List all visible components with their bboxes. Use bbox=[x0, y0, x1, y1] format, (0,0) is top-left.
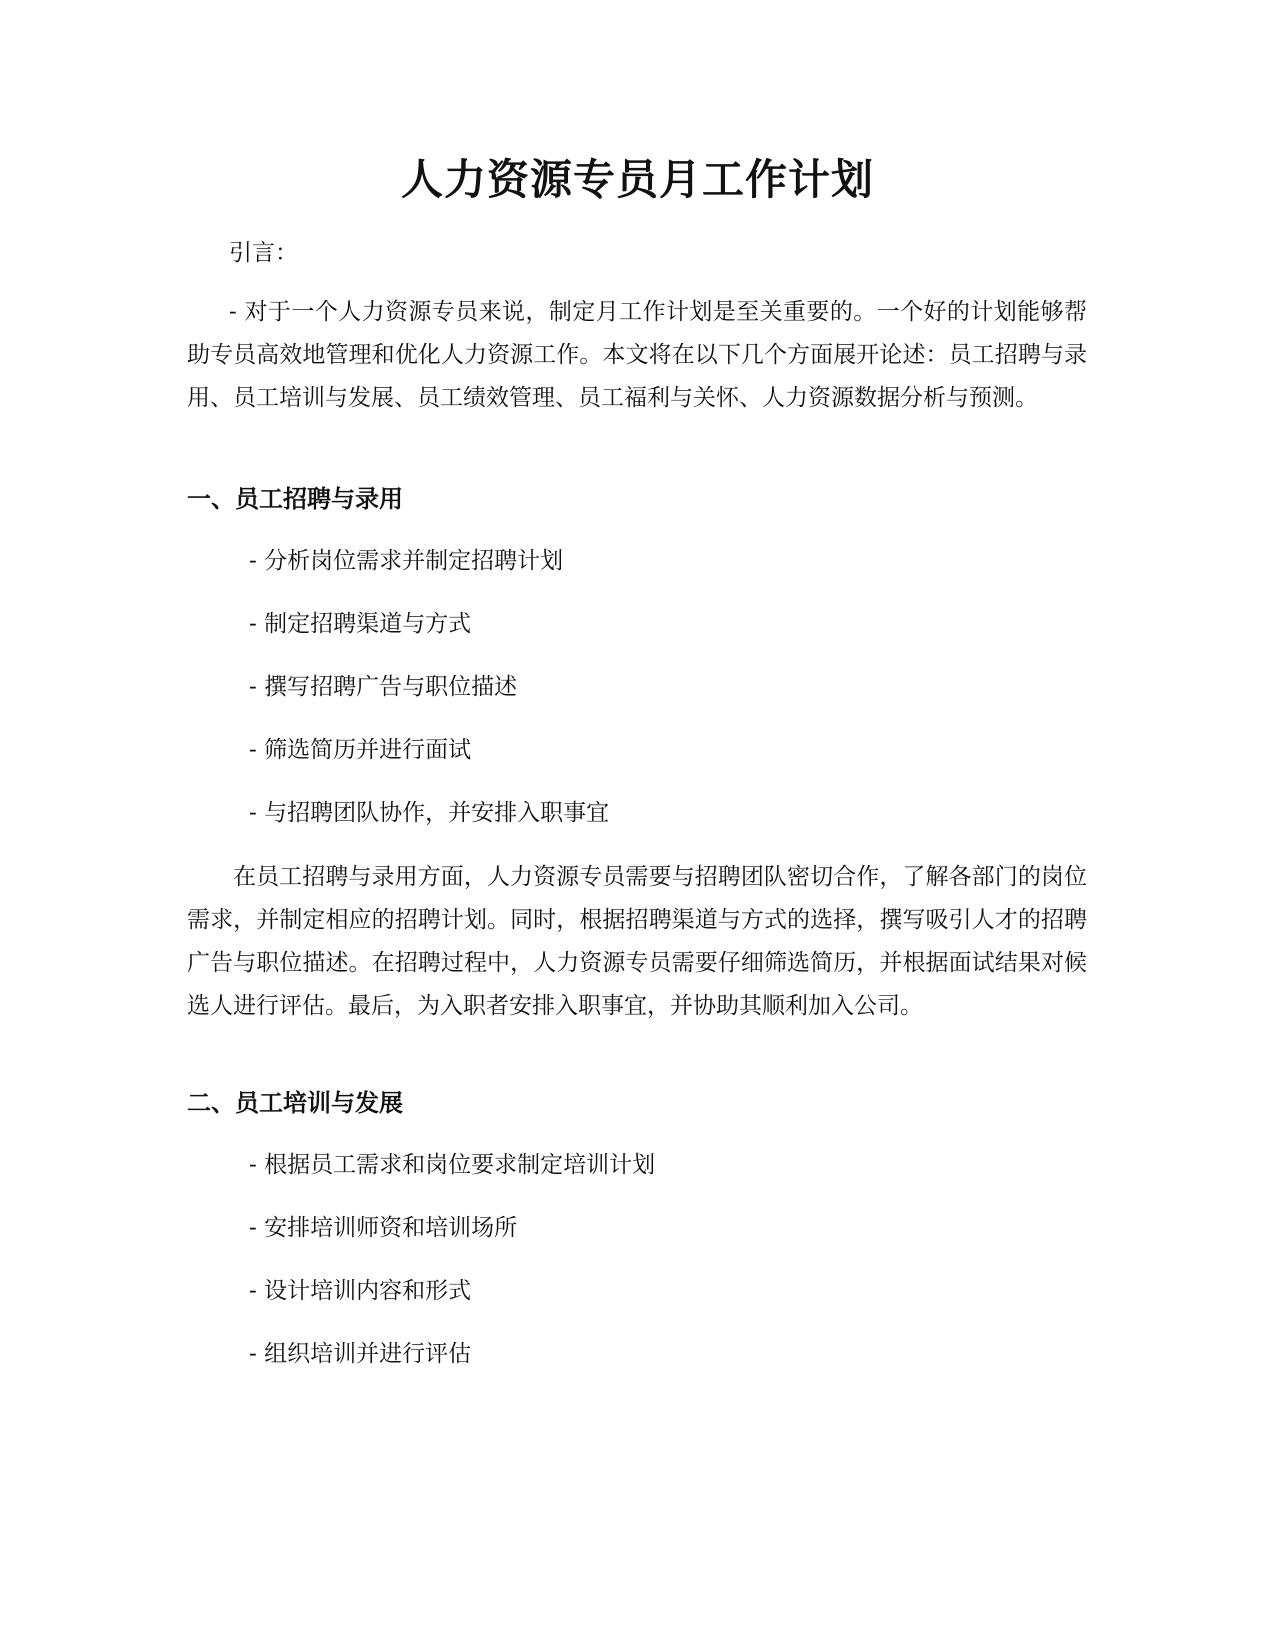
list-item: - 制定招聘渠道与方式 bbox=[249, 611, 472, 637]
list-item: - 与招聘团队协作，并安排入职事宜 bbox=[249, 800, 610, 826]
list-item: - 筛选简历并进行面试 bbox=[249, 737, 472, 763]
section-heading: 一、员工招聘与录用 bbox=[187, 485, 403, 513]
list-item: - 设计培训内容和形式 bbox=[249, 1278, 472, 1304]
section-paragraph: 在员工招聘与录用方面，人力资源专员需要与招聘团队密切合作，了解各部门的岗位需求，并制定相应的招聘计划。同时，根据招聘渠道与方式的选择，撰写吸引人才的招聘广告与职位描述。在招聘过程中，人力资源专员需要仔细筛选简历，并根据面试结果对候选人进行评估。最后，为入职者安排入职事宜，并协助其顺利加入公司。 bbox=[187, 864, 1087, 1019]
section-heading: 二、员工培训与发展 bbox=[187, 1089, 403, 1117]
document-title: 人力资源专员月工作计划 bbox=[400, 155, 874, 204]
list-item: - 分析岗位需求并制定招聘计划 bbox=[249, 548, 564, 574]
list-item: - 根据员工需求和岗位要求制定培训计划 bbox=[249, 1152, 656, 1178]
list-item: - 撰写招聘广告与职位描述 bbox=[249, 674, 518, 700]
list-item: - 组织培训并进行评估 bbox=[249, 1341, 472, 1367]
intro-paragraph: - 对于一个人力资源专员来说，制定月工作计划是至关重要的。一个好的计划能够帮助专员高效地管理和优化人力资源工作。本文将在以下几个方面展开论述：员工招聘与录用、员工培训与发展、员工绩效管理、员工福利与关怀、人力资源数据分析与预测。 bbox=[187, 299, 1087, 411]
intro-label: 引言： bbox=[229, 240, 298, 266]
list-item: - 安排培训师资和培训场所 bbox=[249, 1215, 518, 1241]
